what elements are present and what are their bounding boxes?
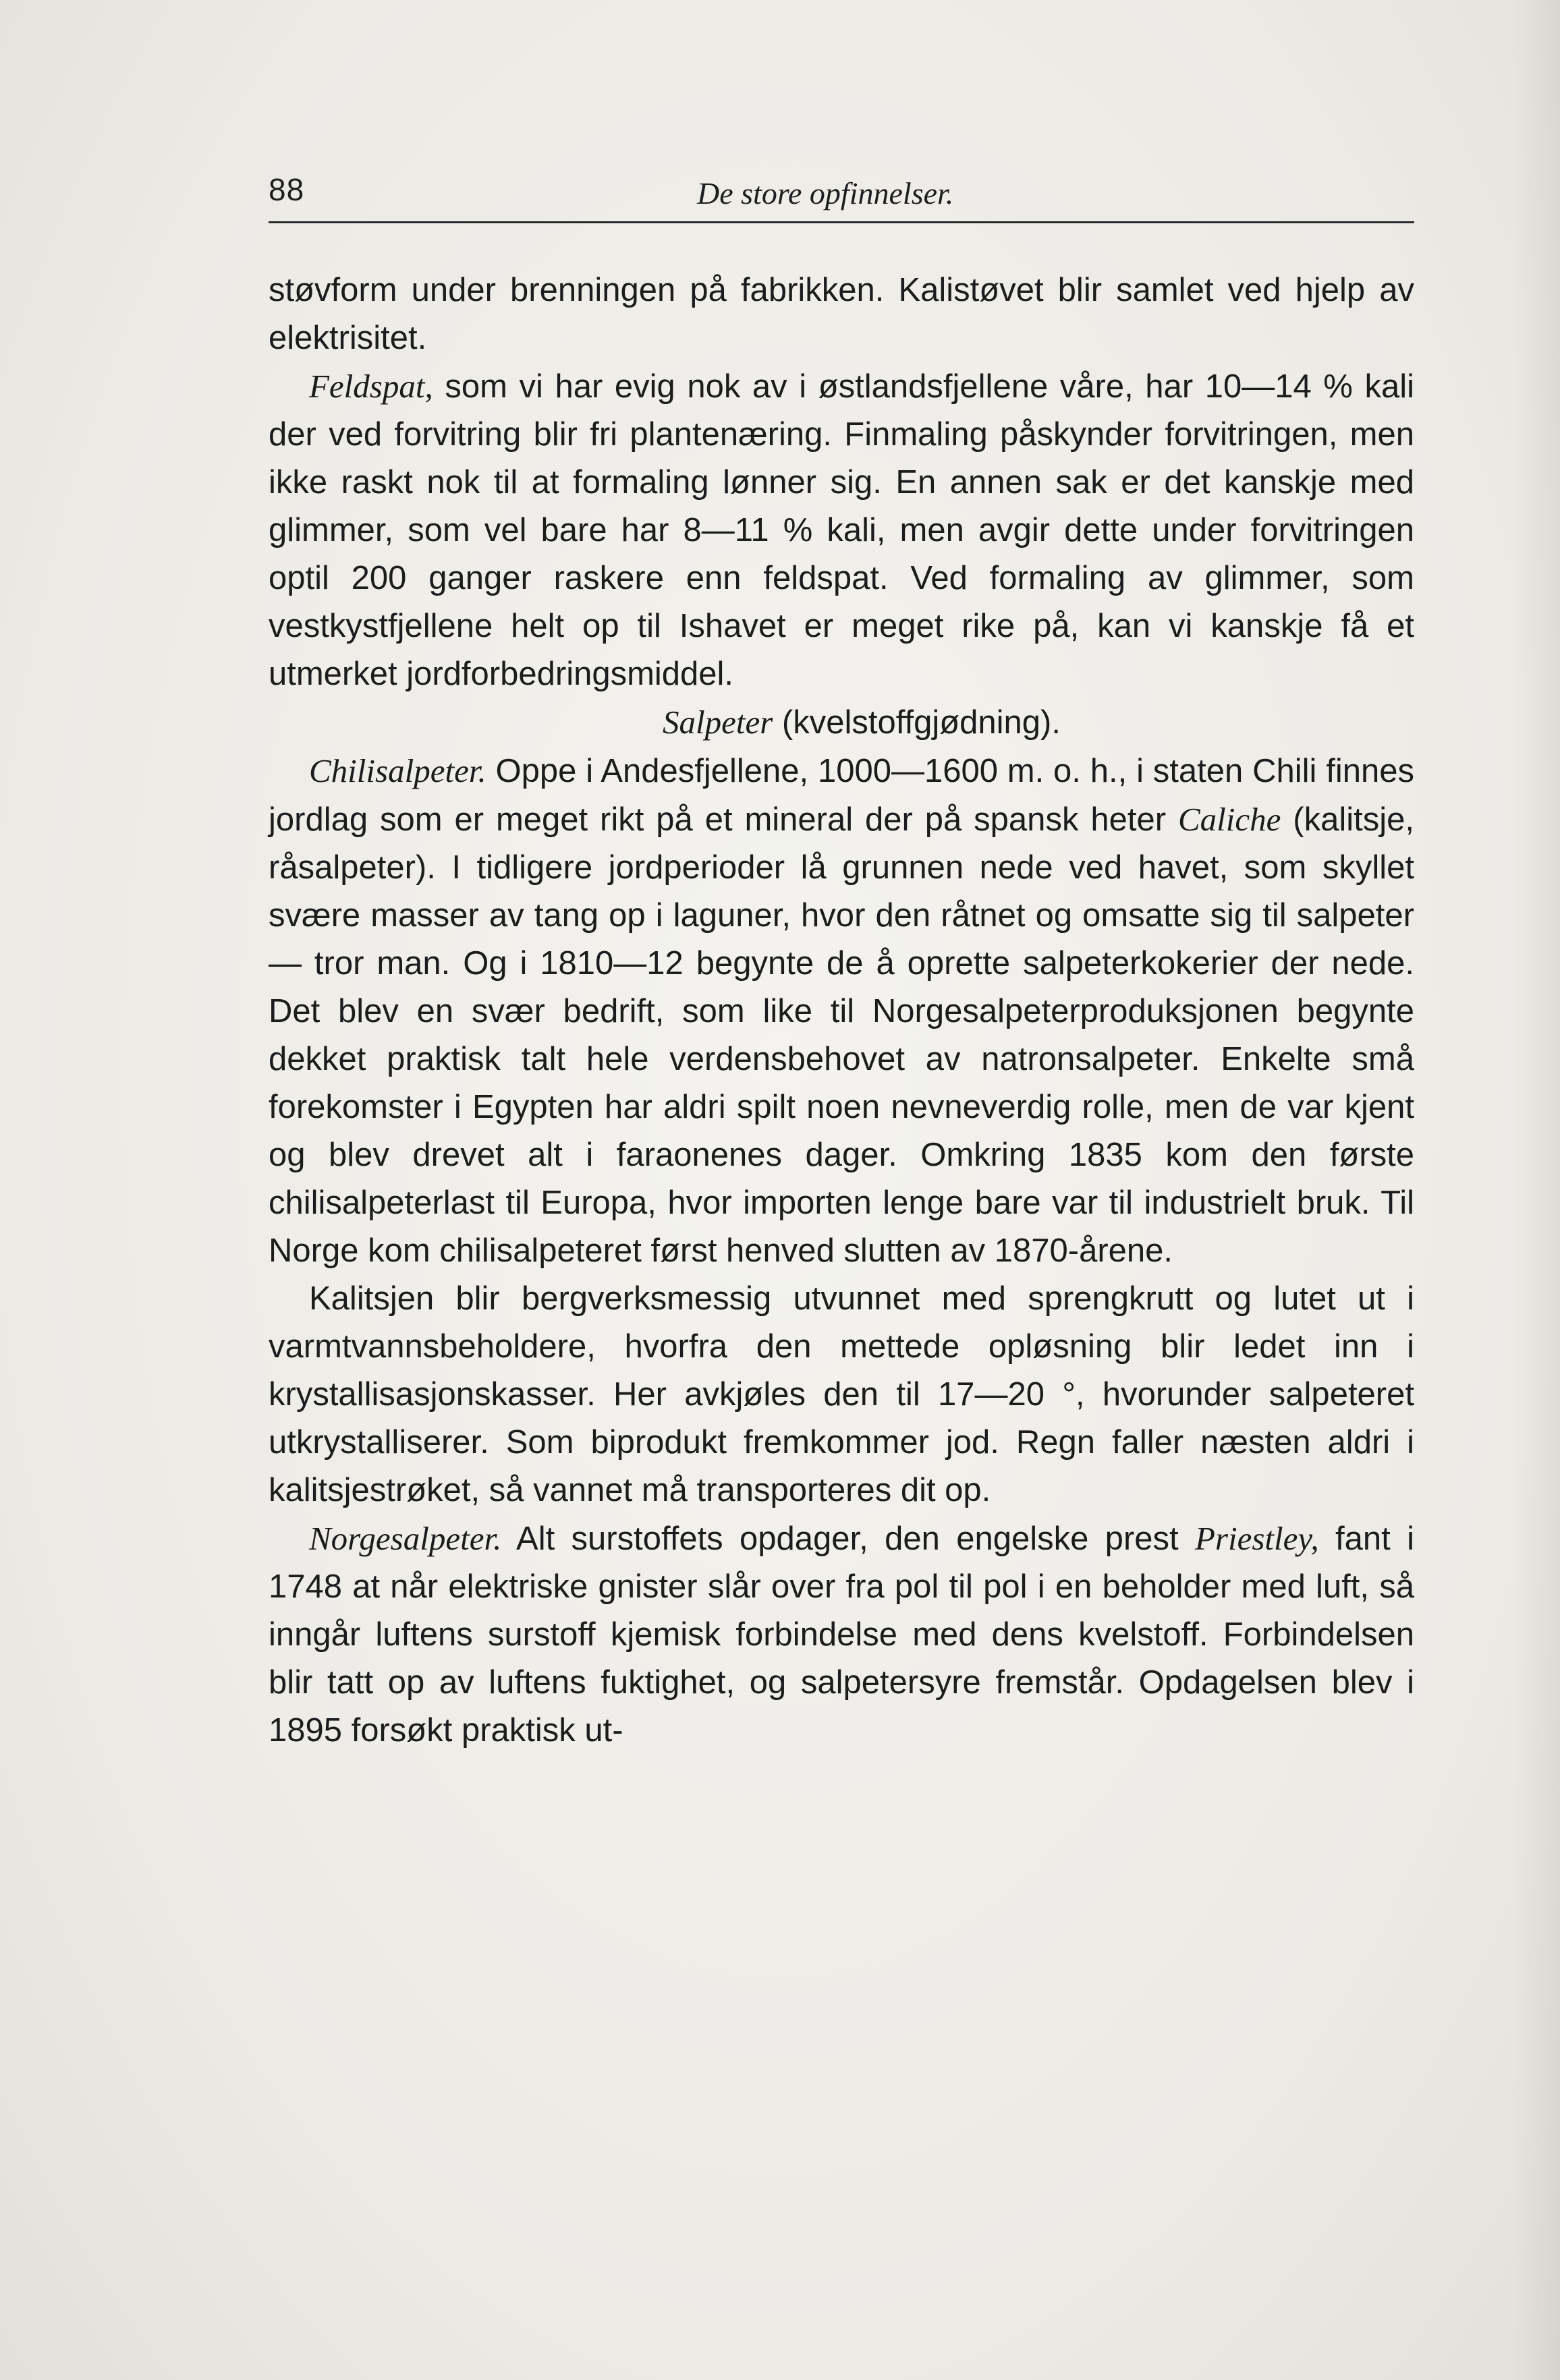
paragraph-feldspat [269,362,1414,698]
paragraph-text: Alt surstoffets opdager, den engelske prest [501,1521,1195,1557]
paragraph-chilisalpeter [269,747,1414,1275]
name-priestley: Priestley, [1194,1520,1319,1557]
paragraph-kalitsjen [269,1275,1414,1514]
lead-term-norgesalpeter: Norgesalpeter. [309,1520,502,1557]
lead-term-chilisalpeter: Chilisalpeter. [309,752,486,789]
paragraph-norgesalpeter [269,1514,1414,1755]
body-text [269,266,1414,1755]
paragraph-text: fant i 1748 at når elektriske gnister slår over fra pol til pol i en beholder med luft, så inngår luftens surstoff kjemisk forbindelse med dens kvelstoff. Forbindelsen blir tatt op av luftens fuktighet, og salpetersyre fremstår. Opdagelsen blev i 1895 forsøkt praktisk ut- [269,1521,1414,1749]
paragraph-text: (kalitsje, råsalpeter). I tidligere jordperioder lå grunnen nede ved havet, som skyllet svære masser av tang op i laguner, hvor den råtnet og omsatte sig til salpeter — tror man. Og i 1810—12 begynte de å oprette salpeterkokerier der nede. Det blev en svær bedrift, som like til Norgesalpeterproduksjonen begynte dekket praktisk talt hele verdensbehovet av natronsalpeter. Enkelte små forekomster i Egypten har aldri spilt noen nevneverdig rolle, men de var kjent og blev drevet alt i faraonenes dager. Omkring 1835 kom den første chilisalpeterlast til Europa, hvor importen lenge bare var til industrielt bruk. Til Norge kom chilisalpeteret først henved slutten av 1870-årene. [269,801,1414,1269]
page-number: 88 [269,172,305,207]
running-title: De store opfinnelser. [697,176,954,210]
page-header [269,167,1414,223]
page-edge-shadow [1513,0,1560,2380]
term-caliche: Caliche [1177,801,1281,838]
paragraph-kalistov [269,266,1414,362]
paragraph-text: som vi har evig nok av i østlandsfjellene våre, har 10—14 % kali der ved forvitring blir fri plantenæring. Finmaling påskynder forvitringen, men ikke raskt nok til at formaling lønner sig. En annen sak er det kanskje med glimmer, som vel bare har 8—11 % kali, men avgir dette under forvitringen optil 200 ganger raskere enn feldspat. Ved formaling av glimmer, som vestkystfjellene helt op til Ishavet er meget rike på, kan vi kanskje få et utmerket jordforbedringsmiddel. [269,368,1414,692]
paragraph-text: Kalitsjen blir bergverksmessig utvunnet med sprengkrutt og lutet ut i varmtvannsbeholdere, hvorfra den mettede opløsning blir ledet inn i krystallisasjonskasser. Her avkjøles den til 17—20 °, hvorunder salpeteret utkrystalliserer. Som biprodukt fremkommer jod. Regn faller næsten aldri i kalitsjestrøket, så vannet må transporteres dit op. [269,1280,1414,1508]
paragraph-text: støvform under brenningen på fabrikken. Kalistøvet blir samlet ved hjelp av elektrisitet. [269,272,1414,356]
paragraph-text: Oppe i Andesfjellene, 1000—1600 m. o. h., i staten Chili finnes jordlag som er meget rikt på et mineral der på spansk heter [269,753,1414,838]
section-title: Salpeter [663,704,773,741]
lead-term-feldspat: Feldspat, [309,368,433,405]
section-subtitle: (kvelstoffgjødning). [773,704,1061,741]
section-heading-salpeter [269,698,1414,747]
